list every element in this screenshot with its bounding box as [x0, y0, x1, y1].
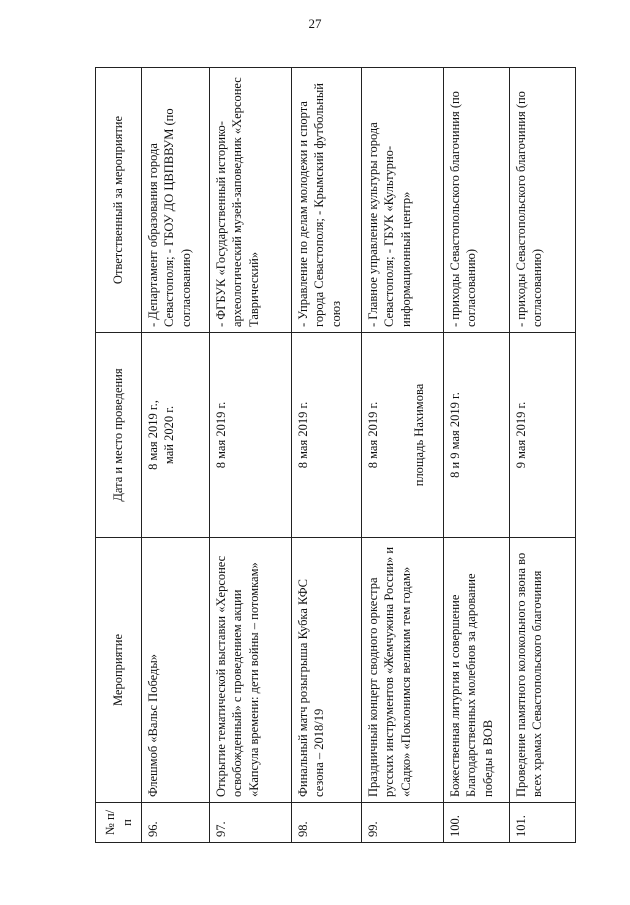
row-place-line: площадь Нахимова	[412, 383, 427, 487]
row-date-line: май 2020 г.	[162, 405, 177, 465]
header-date: Дата и место проведения	[96, 333, 142, 538]
header-num: № п/п	[96, 803, 142, 843]
row-date	[142, 333, 210, 538]
header-responsible: Ответственный за мероприятие	[96, 68, 142, 333]
table-row	[292, 68, 362, 843]
events-table	[95, 67, 576, 843]
row-date: 9 мая 2019 г.	[510, 333, 576, 538]
row-num: 100.	[444, 803, 510, 843]
row-num: 101.	[510, 803, 576, 843]
row-event: Проведение памятного колокольного звона во всех храмах Севастопольского благочиния	[510, 538, 576, 803]
table-row	[362, 68, 444, 843]
row-responsible: - Департамент образования города Севастополя; - ГБОУ ДО ЦВПВВУМ (по согласованию)	[142, 68, 210, 333]
row-responsible: - Управление по делам молодежи и спорта города Севастополя; - Крымский футбольный союз	[292, 68, 362, 333]
row-responsible: - приходы Севастопольского благочиния (по согласованию)	[444, 68, 510, 333]
table-row	[510, 68, 576, 843]
row-event: Флешмоб «Вальс Победы»	[142, 538, 210, 803]
header-event: Мероприятие	[96, 538, 142, 803]
events-table-rotated	[95, 68, 575, 843]
table-row	[210, 68, 292, 843]
row-date	[362, 333, 444, 538]
row-event: Божественная литургия и совершение Благодарственных молебнов за дарование победы в ВОВ	[444, 538, 510, 803]
events-table-frame	[95, 68, 575, 843]
row-event: Финальный матч розыгрыша Кубка КФС сезона – 2018/19	[292, 538, 362, 803]
page-number: 27	[308, 16, 322, 31]
row-event: Праздничный концерт сводного оркестра русских инструментов «Жемчужина России» и «Садко» «Поклонимся великим тем годам»	[362, 538, 444, 803]
row-num: 97.	[210, 803, 292, 843]
row-responsible: - приходы Севастопольского благочиния (по согласованию)	[510, 68, 576, 333]
row-num: 98.	[292, 803, 362, 843]
row-date-line: 8 мая 2019 г.	[366, 401, 380, 469]
row-date: 8 и 9 мая 2019 г.	[444, 333, 510, 538]
table-row	[444, 68, 510, 843]
row-num: 99.	[362, 803, 444, 843]
row-responsible: - ФГБУК «Государственный историко-археологический музей-заповедник «Херсонес Таврический»	[210, 68, 292, 333]
row-responsible: - Главное управление культуры города Севастополя; - ГБУК «Культурно-информационный центр»	[362, 68, 444, 333]
row-date: 8 мая 2019 г.	[210, 333, 292, 538]
row-event: Открытие тематической выставки «Херсонес освобожденный» с проведением акции «Капсула времени: дети войны – потомкам»	[210, 538, 292, 803]
row-num: 96.	[142, 803, 210, 843]
date-gap	[381, 338, 411, 532]
row-date-line: 8 мая 2019 г.,	[146, 400, 160, 470]
table-header-row	[96, 68, 142, 843]
row-date: 8 мая 2019 г.	[292, 333, 362, 538]
table-row	[142, 68, 210, 843]
